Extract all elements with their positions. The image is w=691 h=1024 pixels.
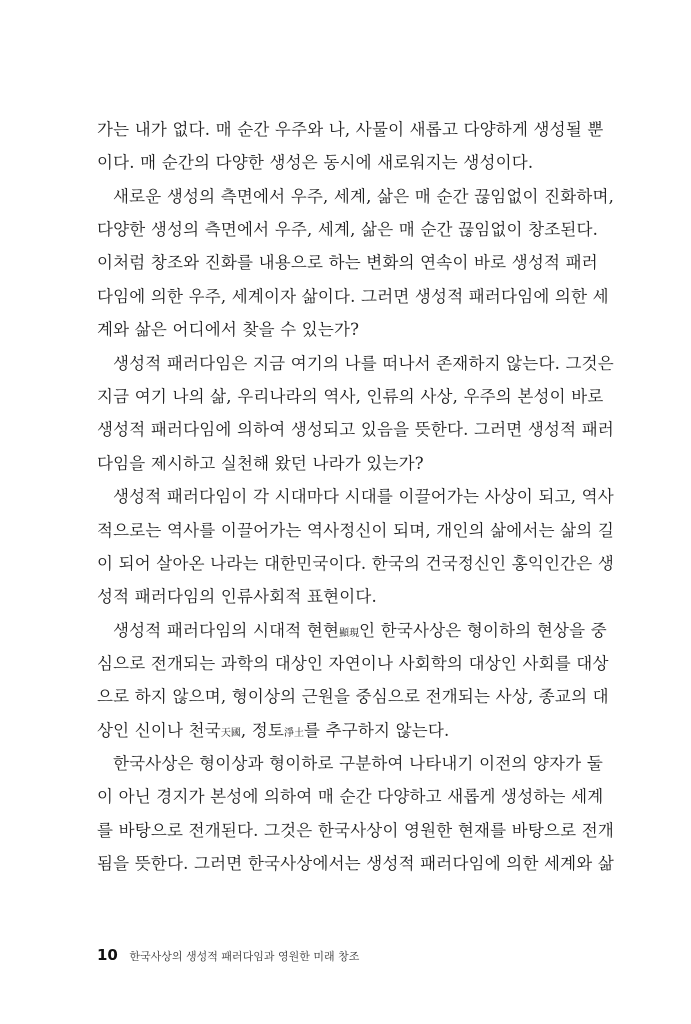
text-segment: 한국사상은 형이상과 형이하로 구분하여 나타내기 이전의 양자가 둘 bbox=[113, 754, 604, 773]
text-line bbox=[97, 151, 571, 175]
text-segment: 다임에 의한 우주, 세계이자 삶이다. 그러면 생성적 패러다임에 의한 세 bbox=[97, 287, 609, 306]
running-title: 한국사상의 생성적 패러다임과 영원한 미래 창조 bbox=[129, 950, 360, 963]
text-line bbox=[97, 685, 609, 709]
text-segment: 이 되어 살아온 나라는 대한민국이다. 한국의 건국정신인 홍익인간은 생 bbox=[97, 554, 615, 573]
text-segment: 계와 삶은 어디에서 찾을 수 있는가? bbox=[97, 320, 360, 339]
page-number: 10 bbox=[97, 946, 118, 964]
hanja-annotation: 淨土 bbox=[284, 728, 305, 739]
text-segment: 인 한국사상은 형이하의 현상을 중 bbox=[359, 621, 607, 640]
text-line bbox=[97, 852, 615, 876]
text-line bbox=[97, 218, 599, 242]
text-line bbox=[97, 552, 615, 576]
text-segment: 상인 신이나 천국 bbox=[97, 721, 221, 740]
text-line bbox=[97, 385, 604, 409]
page-footer bbox=[97, 946, 359, 964]
text-segment: 지금 여기 나의 삶, 우리나라의 역사, 인류의 사상, 우주의 본성이 바로 bbox=[97, 387, 604, 406]
text-segment: 가는 내가 없다. 매 순간 우주와 나, 사물이 새롭고 다양하게 생성될 뿐 bbox=[97, 120, 604, 139]
text-segment: 다임을 제시하고 실천해 왔던 나라가 있는가? bbox=[97, 454, 424, 473]
text-line bbox=[97, 318, 571, 342]
text-segment: 이처럼 창조와 진화를 내용으로 하는 변화의 연속이 바로 생성적 패러 bbox=[97, 253, 598, 272]
hanja-annotation: 顯現 bbox=[339, 628, 360, 639]
text-segment: 생성적 패러다임에 의하여 생성되고 있음을 뜻한다. 그러면 생성적 패러 bbox=[97, 420, 615, 439]
text-line bbox=[97, 251, 598, 275]
text-line bbox=[97, 485, 614, 509]
text-segment: 이다. 매 순간의 다양한 생성은 동시에 새로워지는 생성이다. bbox=[97, 153, 534, 172]
text-segment: 생성적 패러다임의 시대적 현현 bbox=[113, 621, 340, 640]
text-segment: , 정토 bbox=[240, 721, 285, 740]
text-segment: 다양한 생성의 측면에서 우주, 세계, 삶은 매 순간 끊임없이 창조된다. bbox=[97, 220, 599, 239]
text-line bbox=[97, 819, 615, 843]
text-segment: 성적 패러다임의 인류사회적 표현이다. bbox=[97, 587, 378, 606]
text-segment: 생성적 패러다임이 각 시대마다 시대를 이끌어가는 사상이 되고, 역사 bbox=[113, 487, 614, 506]
text-segment: 됨을 뜻한다. 그러면 한국사상에서는 생성적 패러다임에 의한 세계와 삶 bbox=[97, 854, 615, 873]
text-line bbox=[97, 285, 609, 309]
text-line bbox=[97, 352, 614, 376]
text-line bbox=[97, 452, 571, 476]
text-line bbox=[97, 752, 604, 776]
text-segment: 를 추구하지 않는다. bbox=[304, 721, 450, 740]
text-segment: 심으로 전개되는 과학의 대상인 자연이나 사회학의 대상인 사회를 대상 bbox=[97, 654, 609, 673]
text-line bbox=[97, 652, 609, 676]
text-line bbox=[97, 118, 604, 142]
text-segment: 새로운 생성의 측면에서 우주, 세계, 삶은 매 순간 끊임없이 진화하며, bbox=[113, 187, 615, 206]
text-segment: 으로 하지 않으며, 형이상의 근원을 중심으로 전개되는 사상, 종교의 대 bbox=[97, 687, 609, 706]
text-segment: 를 바탕으로 전개된다. 그것은 한국사상이 영원한 현재를 바탕으로 전개 bbox=[97, 821, 615, 840]
text-segment: 적으로는 역사를 이끌어가는 역사정신이 되며, 개인의 삶에서는 삶의 길 bbox=[97, 521, 615, 540]
text-line bbox=[97, 785, 604, 809]
text-segment: 생성적 패러다임은 지금 여기의 나를 떠나서 존재하지 않는다. 그것은 bbox=[113, 354, 614, 373]
text-line bbox=[97, 519, 615, 543]
text-line bbox=[97, 418, 615, 442]
text-segment: 이 아닌 경지가 본성에 의하여 매 순간 다양하고 새롭게 생성하는 세계 bbox=[97, 787, 604, 806]
text-line bbox=[97, 585, 571, 609]
text-line bbox=[97, 185, 615, 209]
text-line bbox=[97, 619, 607, 643]
text-line bbox=[97, 719, 571, 743]
hanja-annotation: 天國 bbox=[220, 728, 241, 739]
